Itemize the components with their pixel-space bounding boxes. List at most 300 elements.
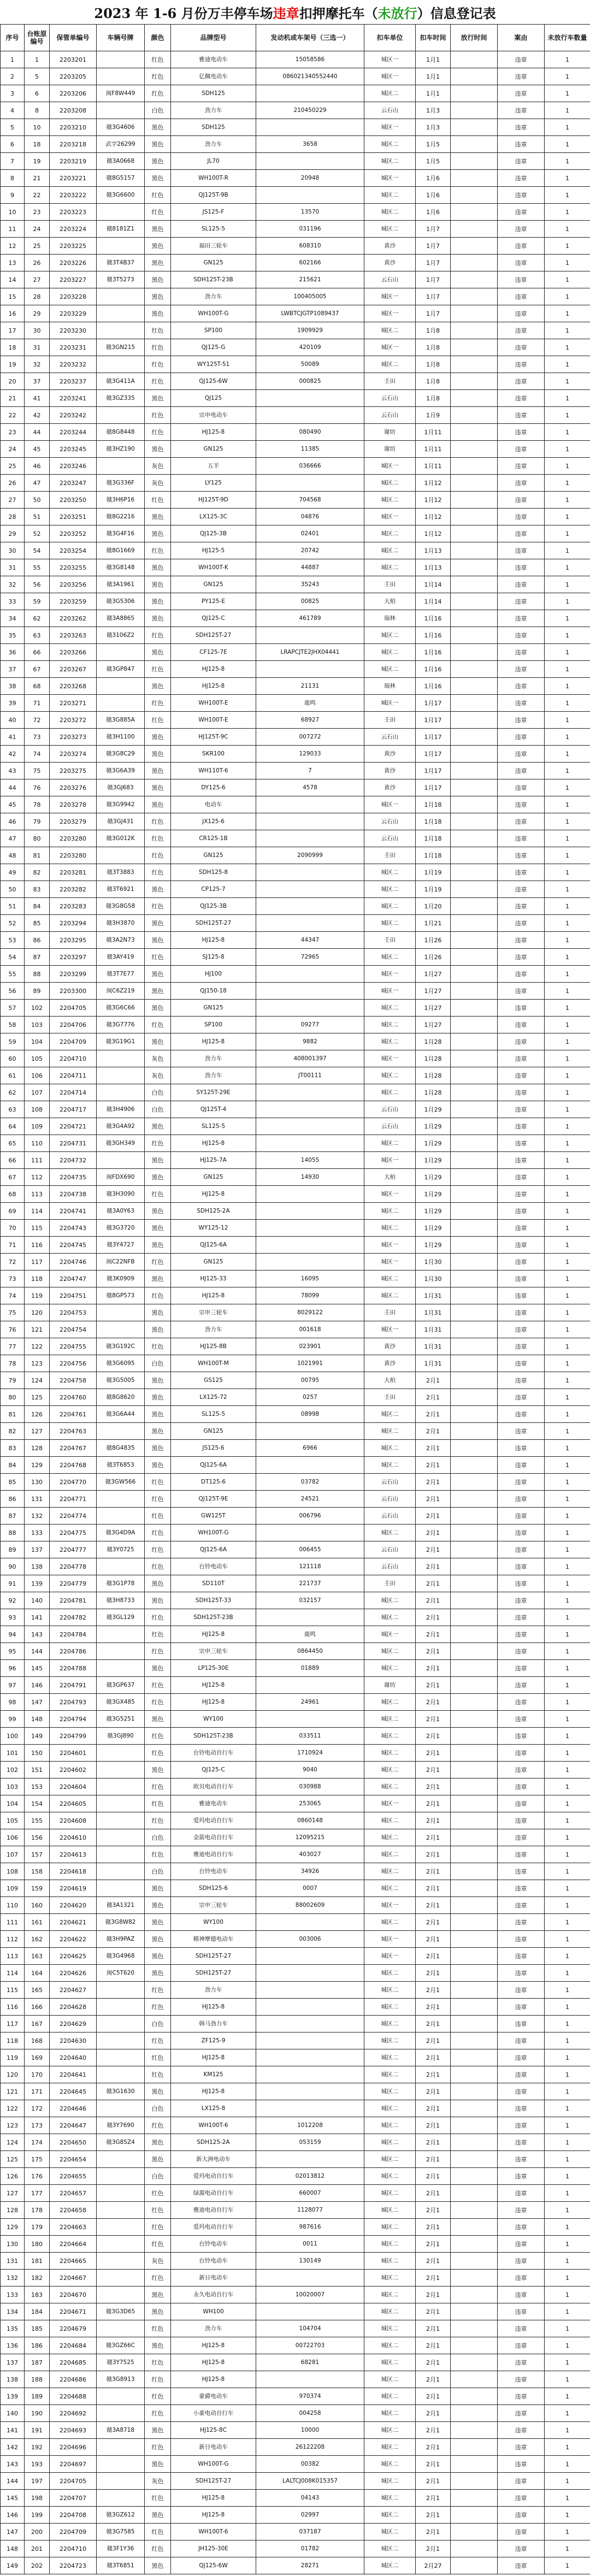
cell-seq: 56 — [1, 983, 25, 1000]
cell-custody-no: 2203282 — [50, 881, 97, 898]
cell-seq: 125 — [1, 2151, 25, 2168]
cell-plate — [97, 2185, 145, 2202]
cell-custody-no: 2204738 — [50, 1186, 97, 1203]
cell-case-nature: 违章 — [498, 559, 545, 576]
cell-custody-no: 2204619 — [50, 1880, 97, 1897]
cell-custody-no: 2203278 — [50, 796, 97, 813]
cell-engine-frame: 1128077 — [256, 2202, 364, 2219]
cell-plate — [97, 204, 145, 221]
cell-ledger-no: 145 — [25, 1660, 50, 1677]
cell-release-time — [451, 1931, 498, 1948]
cell-unreleased-count: 1 — [545, 458, 590, 475]
cell-unit: 城区二 — [364, 881, 416, 898]
cell-unit: 城区二 — [364, 1017, 416, 1033]
cell-unreleased-count: 1 — [545, 1423, 590, 1440]
cell-unreleased-count: 1 — [545, 1304, 590, 1321]
cell-plate: 赣3HZ190 — [97, 441, 145, 458]
cell-engine-frame: 003006 — [256, 1931, 364, 1948]
cell-case-nature: 违章 — [498, 2422, 545, 2439]
cell-brand: GW125T — [171, 1508, 256, 1525]
cell-plate — [97, 695, 145, 712]
cell-seq: 106 — [1, 1829, 25, 1846]
cell-date: 2月1 — [416, 1457, 451, 1474]
cell-color: 黑色 — [145, 1660, 171, 1677]
cell-seq: 104 — [1, 1795, 25, 1812]
cell-seq: 72 — [1, 1254, 25, 1271]
cell-plate: 赣8GP573 — [97, 1287, 145, 1304]
cell-plate — [97, 1745, 145, 1762]
cell-custody-no: 2203274 — [50, 746, 97, 763]
table-row — [1, 288, 590, 305]
cell-color: 白色 — [145, 2016, 171, 2033]
cell-case-nature: 违章 — [498, 1254, 545, 1271]
cell-color: 黑色 — [145, 2337, 171, 2354]
cell-brand: 爱玛电动自行车 — [171, 1812, 256, 1829]
cell-plate: 赣3G411A — [97, 373, 145, 390]
cell-date: 1月28 — [416, 1084, 451, 1101]
cell-ledger-no: 45 — [25, 441, 50, 458]
cell-unit: 城区一 — [364, 305, 416, 322]
cell-plate — [97, 847, 145, 864]
cell-custody-no: 2204781 — [50, 1592, 97, 1609]
cell-color: 黑色 — [145, 932, 171, 949]
cell-seq: 126 — [1, 2168, 25, 2185]
cell-unreleased-count: 1 — [545, 542, 590, 559]
cell-custody-no: 2204604 — [50, 1779, 97, 1795]
cell-color: 黑色 — [145, 2083, 171, 2100]
cell-case-nature: 违章 — [498, 1440, 545, 1457]
cell-case-nature: 违章 — [498, 68, 545, 85]
cell-custody-no: 2204655 — [50, 2168, 97, 2185]
cell-release-time — [451, 305, 498, 322]
cell-unreleased-count: 1 — [545, 1508, 590, 1525]
cell-unreleased-count: 1 — [545, 2540, 590, 2557]
cell-color: 黑色 — [145, 576, 171, 593]
cell-ledger-no: 50 — [25, 492, 50, 509]
cell-brand: 福田三轮车 — [171, 238, 256, 255]
cell-unit: 谢坊 — [364, 441, 416, 458]
cell-color: 灰色 — [145, 2253, 171, 2270]
cell-ledger-no: 191 — [25, 2422, 50, 2439]
cell-seq: 19 — [1, 356, 25, 373]
cell-plate — [97, 1304, 145, 1321]
cell-ledger-no: 127 — [25, 1423, 50, 1440]
cell-release-time — [451, 1846, 498, 1863]
cell-unreleased-count: 1 — [545, 1203, 590, 1220]
cell-plate — [97, 305, 145, 322]
cell-unit: 城区二 — [364, 915, 416, 932]
cell-plate — [97, 1491, 145, 1508]
cell-release-time — [451, 2303, 498, 2320]
cell-brand: SJ125-8 — [171, 949, 256, 966]
cell-ledger-no: 201 — [25, 2540, 50, 2557]
cell-date: 1月21 — [416, 915, 451, 932]
cell-date: 1月29 — [416, 1169, 451, 1186]
cell-ledger-no: 71 — [25, 695, 50, 712]
cell-color: 红色 — [145, 2270, 171, 2287]
cell-engine-frame: 608310 — [256, 238, 364, 255]
cell-seq: 142 — [1, 2439, 25, 2456]
table-row — [1, 2422, 590, 2439]
cell-color: 红色 — [145, 1491, 171, 1508]
table-row — [1, 2490, 590, 2507]
cell-seq: 76 — [1, 1321, 25, 1338]
cell-plate: 赣3G5005 — [97, 1372, 145, 1389]
cell-custody-no: 2203242 — [50, 407, 97, 424]
cell-color: 红色 — [145, 2236, 171, 2253]
cell-unreleased-count: 1 — [545, 1863, 590, 1880]
cell-brand: SL125-5 — [171, 221, 256, 238]
cell-color: 红色 — [145, 1474, 171, 1491]
cell-unit: 城区二 — [364, 1033, 416, 1050]
cell-color: 黑色 — [145, 746, 171, 763]
cell-release-time — [451, 525, 498, 542]
cell-seq: 98 — [1, 1694, 25, 1711]
cell-date: 1月6 — [416, 204, 451, 221]
cell-engine-frame: 34926 — [256, 1863, 364, 1880]
cell-unreleased-count: 1 — [545, 1254, 590, 1271]
cell-color: 红色 — [145, 424, 171, 441]
cell-unit: 城区二 — [364, 627, 416, 644]
cell-release-time — [451, 136, 498, 153]
cell-unit: 云石山 — [364, 1118, 416, 1135]
cell-color: 灰色 — [145, 475, 171, 492]
cell-case-nature: 违章 — [498, 1863, 545, 1880]
cell-unreleased-count: 1 — [545, 695, 590, 712]
cell-seq: 118 — [1, 2033, 25, 2049]
cell-unit: 城区二 — [364, 1084, 416, 1101]
cell-release-time — [451, 2151, 498, 2168]
cell-date: 2月1 — [416, 1423, 451, 1440]
cell-color: 黑色 — [145, 1880, 171, 1897]
cell-case-nature: 违章 — [498, 1728, 545, 1745]
cell-unit: 城区二 — [364, 559, 416, 576]
cell-plate: 武字26299 — [97, 136, 145, 153]
cell-ledger-no: 62 — [25, 610, 50, 627]
cell-unreleased-count: 1 — [545, 2524, 590, 2540]
cell-plate: 赣3H4906 — [97, 1101, 145, 1118]
cell-color: 白色 — [145, 102, 171, 119]
cell-date: 2月1 — [416, 1846, 451, 1863]
table-row — [1, 1203, 590, 1220]
cell-color: 黑色 — [145, 136, 171, 153]
cell-seq: 16 — [1, 305, 25, 322]
cell-ledger-no: 202 — [25, 2557, 50, 2574]
cell-seq: 64 — [1, 1118, 25, 1135]
cell-color: 红色 — [145, 847, 171, 864]
title-part-1: 2023 年 1-6 月份万丰停车场 — [94, 5, 273, 21]
cell-seq: 108 — [1, 1863, 25, 1880]
cell-ledger-no: 185 — [25, 2320, 50, 2337]
cell-ledger-no: 18 — [25, 136, 50, 153]
cell-release-time — [451, 2168, 498, 2185]
cell-custody-no: 2204710 — [50, 2540, 97, 2557]
cell-release-time — [451, 339, 498, 356]
cell-case-nature: 违章 — [498, 1948, 545, 1965]
cell-engine-frame: 12095215 — [256, 1829, 364, 1846]
cell-engine-frame: 08998 — [256, 1406, 364, 1423]
cell-custody-no: 2204747 — [50, 1271, 97, 1287]
cell-case-nature: 违章 — [498, 542, 545, 559]
cell-unreleased-count: 1 — [545, 1474, 590, 1491]
cell-ledger-no: 178 — [25, 2202, 50, 2219]
cell-unreleased-count: 1 — [545, 1152, 590, 1169]
cell-color: 黑色 — [145, 1457, 171, 1474]
cell-date: 1月12 — [416, 509, 451, 525]
cell-brand: 台铃电动车 — [171, 2236, 256, 2253]
cell-custody-no: 2203250 — [50, 492, 97, 509]
table-row — [1, 729, 590, 746]
cell-unit: 城区二 — [364, 2405, 416, 2422]
cell-unit: 瑞林 — [364, 610, 416, 627]
cell-custody-no: 2204756 — [50, 1355, 97, 1372]
cell-engine-frame: 461789 — [256, 610, 364, 627]
cell-case-nature: 违章 — [498, 1846, 545, 1863]
cell-unit: 城区一 — [364, 1237, 416, 1254]
cell-unreleased-count: 1 — [545, 932, 590, 949]
cell-custody-no: 2204782 — [50, 1609, 97, 1626]
cell-engine-frame: 02997 — [256, 2507, 364, 2524]
cell-case-nature: 违章 — [498, 204, 545, 221]
cell-ledger-no: 176 — [25, 2168, 50, 2185]
cell-case-nature: 违章 — [498, 1575, 545, 1592]
cell-engine-frame: 68281 — [256, 2354, 364, 2371]
cell-custody-no: 2204714 — [50, 1084, 97, 1101]
cell-date: 1月28 — [416, 1067, 451, 1084]
cell-date: 1月17 — [416, 779, 451, 796]
cell-brand: WH100T-R — [171, 170, 256, 187]
table-row — [1, 1338, 590, 1355]
cell-plate: 赣3GJ890 — [97, 1728, 145, 1745]
cell-custody-no: 2204663 — [50, 2219, 97, 2236]
cell-engine-frame — [256, 1423, 364, 1440]
cell-color: 黑色 — [145, 1423, 171, 1440]
cell-engine-frame: 420109 — [256, 339, 364, 356]
cell-seq: 100 — [1, 1728, 25, 1745]
cell-date: 1月14 — [416, 576, 451, 593]
cell-plate — [97, 2320, 145, 2337]
cell-date: 2月1 — [416, 2490, 451, 2507]
table-row — [1, 204, 590, 221]
cell-date: 2月1 — [416, 2066, 451, 2083]
cell-brand: 宗申三轮车 — [171, 1304, 256, 1321]
cell-plate: 赣3A0Y63 — [97, 1203, 145, 1220]
cell-unit: 云石山 — [364, 407, 416, 424]
cell-color: 黑色 — [145, 170, 171, 187]
cell-date: 2月1 — [416, 2270, 451, 2287]
cell-ledger-no: 138 — [25, 1558, 50, 1575]
cell-seq: 45 — [1, 796, 25, 813]
cell-custody-no: 2204692 — [50, 2405, 97, 2422]
cell-custody-no: 2204735 — [50, 1169, 97, 1186]
cell-unit: 城区一 — [364, 695, 416, 712]
cell-case-nature: 违章 — [498, 2270, 545, 2287]
cell-unreleased-count: 1 — [545, 407, 590, 424]
cell-engine-frame: 20948 — [256, 170, 364, 187]
cell-release-time — [451, 1711, 498, 1728]
table-row — [1, 864, 590, 881]
cell-case-nature: 违章 — [498, 779, 545, 796]
cell-custody-no: 2204647 — [50, 2117, 97, 2134]
cell-color: 灰色 — [145, 458, 171, 475]
cell-date: 2月1 — [416, 2202, 451, 2219]
cell-release-time — [451, 288, 498, 305]
cell-unreleased-count: 1 — [545, 322, 590, 339]
cell-release-time — [451, 746, 498, 763]
cell-unit: 城区二 — [364, 1812, 416, 1829]
cell-unreleased-count: 1 — [545, 1186, 590, 1203]
cell-ledger-no: 111 — [25, 1152, 50, 1169]
cell-plate: 闽C22NFB — [97, 1254, 145, 1271]
cell-brand: 台铃电动车 — [171, 2253, 256, 2270]
cell-seq: 78 — [1, 1355, 25, 1372]
cell-engine-frame: 21131 — [256, 678, 364, 695]
cell-color: 黑色 — [145, 1931, 171, 1948]
cell-color: 黑色 — [145, 796, 171, 813]
table-row — [1, 305, 590, 322]
cell-case-nature: 违章 — [498, 1457, 545, 1474]
cell-custody-no: 2204706 — [50, 1017, 97, 1033]
cell-unreleased-count: 1 — [545, 1067, 590, 1084]
cell-unit: 壬田 — [364, 847, 416, 864]
cell-case-nature: 违章 — [498, 1491, 545, 1508]
cell-seq: 90 — [1, 1558, 25, 1575]
cell-seq: 135 — [1, 2320, 25, 2337]
cell-seq: 40 — [1, 712, 25, 729]
cell-release-time — [451, 2016, 498, 2033]
cell-unreleased-count: 1 — [545, 593, 590, 610]
cell-plate: 赣3G7585 — [97, 2524, 145, 2540]
cell-release-time — [451, 373, 498, 390]
cell-unit: 城区二 — [364, 2134, 416, 2151]
cell-case-nature: 违章 — [498, 119, 545, 136]
cell-color: 黑色 — [145, 509, 171, 525]
cell-ledger-no: 102 — [25, 1000, 50, 1017]
cell-seq: 88 — [1, 1525, 25, 1541]
cell-engine-frame: 036666 — [256, 458, 364, 475]
cell-date: 1月1 — [416, 68, 451, 85]
cell-ledger-no: 158 — [25, 1863, 50, 1880]
cell-date: 2月1 — [416, 1525, 451, 1541]
cell-release-time — [451, 509, 498, 525]
cell-ledger-no: 118 — [25, 1271, 50, 1287]
cell-release-time — [451, 2270, 498, 2287]
cell-color: 白色 — [145, 1829, 171, 1846]
cell-date: 1月16 — [416, 678, 451, 695]
cell-seq: 29 — [1, 525, 25, 542]
cell-release-time — [451, 796, 498, 813]
cell-ledger-no: 108 — [25, 1101, 50, 1118]
cell-case-nature: 违章 — [498, 1017, 545, 1033]
cell-ledger-no: 47 — [25, 475, 50, 492]
cell-color: 白色 — [145, 1084, 171, 1101]
cell-color: 红色 — [145, 85, 171, 102]
cell-case-nature: 违章 — [498, 1271, 545, 1287]
cell-case-nature: 违章 — [498, 1914, 545, 1931]
cell-date: 2月1 — [416, 1965, 451, 1982]
cell-engine-frame — [256, 1000, 364, 1017]
header-date: 扣车时间 — [416, 25, 451, 51]
cell-release-time — [451, 1660, 498, 1677]
cell-unreleased-count: 1 — [545, 1897, 590, 1914]
cell-engine-frame: 88002609 — [256, 1897, 364, 1914]
cell-brand: HJ125-8 — [171, 1287, 256, 1304]
cell-brand: SKR100 — [171, 746, 256, 763]
cell-plate — [97, 2033, 145, 2049]
cell-seq: 74 — [1, 1287, 25, 1304]
cell-unreleased-count: 1 — [545, 136, 590, 153]
cell-color: 黑色 — [145, 1406, 171, 1423]
cell-color: 红色 — [145, 1135, 171, 1152]
table-row — [1, 119, 590, 136]
cell-engine-frame — [256, 475, 364, 492]
cell-ledger-no: 74 — [25, 746, 50, 763]
cell-color: 红色 — [145, 373, 171, 390]
cell-seq: 91 — [1, 1575, 25, 1592]
cell-engine-frame — [256, 1220, 364, 1237]
cell-unit: 城区二 — [364, 2388, 416, 2405]
cell-plate — [97, 356, 145, 373]
table-row — [1, 1152, 590, 1169]
cell-seq: 44 — [1, 779, 25, 796]
cell-ledger-no: 89 — [25, 983, 50, 1000]
cell-date: 1月1 — [416, 85, 451, 102]
cell-color: 红色 — [145, 1287, 171, 1304]
cell-case-nature: 违章 — [498, 2405, 545, 2422]
cell-ledger-no: 133 — [25, 1525, 50, 1541]
cell-unreleased-count: 1 — [545, 2456, 590, 2473]
cell-seq: 149 — [1, 2557, 25, 2574]
cell-case-nature: 违章 — [498, 813, 545, 830]
cell-date: 2月1 — [416, 2540, 451, 2557]
cell-plate: 赣3G336F — [97, 475, 145, 492]
cell-plate: 赣3G4968 — [97, 1948, 145, 1965]
cell-unreleased-count: 1 — [545, 288, 590, 305]
cell-case-nature: 违章 — [498, 1660, 545, 1677]
cell-seq: 84 — [1, 1457, 25, 1474]
cell-color: 红色 — [145, 830, 171, 847]
cell-case-nature: 违章 — [498, 1812, 545, 1829]
cell-release-time — [451, 1355, 498, 1372]
cell-engine-frame — [256, 796, 364, 813]
cell-engine-frame: 00382 — [256, 2456, 364, 2473]
cell-custody-no: 2204620 — [50, 1897, 97, 1914]
cell-engine-frame: 031196 — [256, 221, 364, 238]
cell-custody-no: 2203228 — [50, 288, 97, 305]
cell-release-time — [451, 2033, 498, 2049]
cell-brand: GS125 — [171, 1372, 256, 1389]
table-row — [1, 1254, 590, 1271]
cell-engine-frame: 033511 — [256, 1728, 364, 1745]
cell-custody-no: 2204667 — [50, 2270, 97, 2287]
cell-date: 1月30 — [416, 1271, 451, 1287]
cell-plate: 赣3G8C29 — [97, 746, 145, 763]
cell-release-time — [451, 441, 498, 458]
cell-brand: SDH125 — [171, 119, 256, 136]
cell-release-time — [451, 2219, 498, 2236]
cell-custody-no: 2203208 — [50, 102, 97, 119]
cell-date: 1月27 — [416, 983, 451, 1000]
cell-engine-frame: 0864450 — [256, 1643, 364, 1660]
cell-plate: 闽C6Z219 — [97, 983, 145, 1000]
cell-unit: 城区一 — [364, 509, 416, 525]
cell-unreleased-count: 1 — [545, 1372, 590, 1389]
cell-plate — [97, 1084, 145, 1101]
cell-unit: 谢坊 — [364, 424, 416, 441]
cell-engine-frame: 408001397 — [256, 1050, 364, 1067]
cell-case-nature: 违章 — [498, 525, 545, 542]
cell-brand: HJ125T-9D — [171, 492, 256, 509]
